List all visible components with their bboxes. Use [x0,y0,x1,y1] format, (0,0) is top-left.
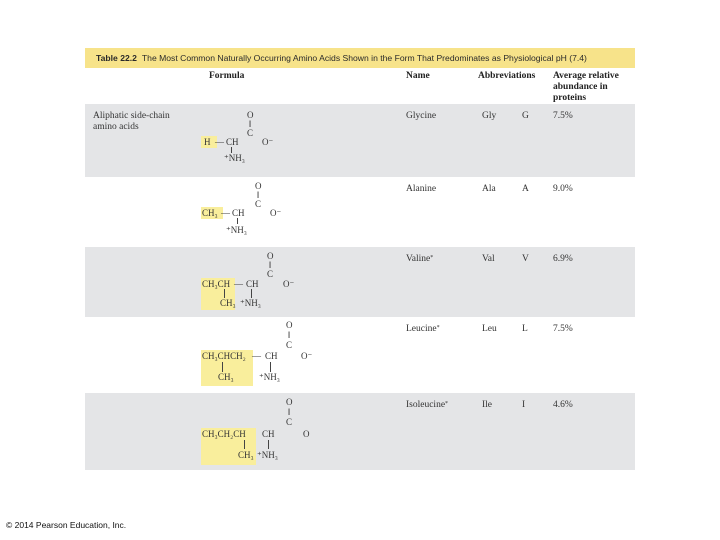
table-title-bar [85,48,635,68]
formula-bond: — [234,279,243,289]
one-letter-code: I [522,400,526,410]
abundance-value: 4.6% [553,400,573,410]
formula-carbonyl-oxygen: O [286,320,293,330]
formula-branch: CH₃ [218,372,234,382]
abundance-value: 9.0% [553,184,573,194]
formula-double-bond: ‖ [257,190,260,200]
formula-side-chain: CH₃CH [202,279,231,289]
one-letter-code: A [522,184,529,194]
formula-side-chain: CH₃CH₂CH [202,429,246,439]
amino-acid-name [406,111,436,122]
three-letter-code: Val [482,254,495,264]
name-text: Valine [406,254,431,264]
three-letter-code: Leu [482,324,497,334]
three-letter-code: Ala [482,184,496,194]
formula-carboxylate-oxygen: O⁻ [262,137,274,147]
essential-marker: * [436,325,440,331]
formula-amino-group: ⁺NH₃ [259,372,280,382]
bond-line [222,362,223,372]
bond-line [224,289,225,298]
formula-amino-group: ⁺NH₃ [257,450,278,460]
table-caption: The Most Common Naturally Occurring Amino Acids Shown in the Form That Predominates as Physiological pH (7.4) [141,53,587,63]
abundance-value: 7.5% [553,324,573,334]
formula-side-chain: H [204,137,211,147]
table-number: Table 22.2 [96,53,137,63]
formula-carboxyl-carbon: C [267,269,274,279]
name-text: Alanine [406,184,437,194]
category-line1: Aliphatic side-chain [93,111,170,121]
one-letter-code: V [522,254,529,264]
formula-bond: — [252,351,261,361]
formula-side-chain: CH₃ [202,208,218,218]
amino-acid-name [406,324,440,335]
formula-bond: — [215,137,224,147]
formula-carbonyl-oxygen: O [267,251,274,261]
formula-carboxyl-carbon: C [286,340,293,350]
one-letter-code: L [522,324,528,334]
formula-carboxylate-oxygen: O⁻ [283,279,295,289]
bond-line [244,440,245,449]
formula-carboxylate-oxygen: O [303,429,310,439]
formula-carboxylate-oxygen: O⁻ [270,208,282,218]
header-abbreviations: Abbreviations [478,71,536,81]
header-formula: Formula [209,71,245,81]
formula-carboxyl-carbon: C [255,199,262,209]
table-row-leucine [85,317,635,393]
amino-acid-name [406,254,433,265]
amino-acid-name [406,184,436,195]
bond-line [268,440,269,449]
formula-side-chain: CH₃CHCH₂ [202,351,246,361]
three-letter-code: Ile [482,400,493,410]
formula-double-bond: ‖ [288,407,291,417]
formula-bond: — [221,208,230,218]
formula-alpha-carbon: CH [246,279,259,289]
formula-branch: CH₃ [220,298,236,308]
header-abundance-line2: abundance in [553,82,608,92]
table-row-valine [85,247,635,317]
name-text: Isoleucine [406,400,446,410]
table-row-alanine [85,177,635,247]
formula-carbonyl-oxygen: O [247,110,254,120]
formula-alpha-carbon: CH [265,351,278,361]
formula-branch: CH₃ [238,450,254,460]
table-row-glycine [85,104,635,177]
formula-double-bond: ‖ [269,260,272,270]
formula-double-bond: ‖ [249,119,252,129]
bond-line [270,362,271,372]
header-abundance-line3: proteins [553,93,587,103]
abundance-value: 7.5% [553,111,573,121]
amino-acid-name [406,400,448,411]
formula-amino-group: ⁺NH₃ [226,225,247,235]
abundance-value: 6.9% [553,254,573,264]
one-letter-code: G [522,111,529,121]
formula-carbonyl-oxygen: O [255,181,262,191]
essential-marker: * [430,255,434,261]
copyright-notice: © 2014 Pearson Education, Inc. [6,520,127,530]
bond-line [251,289,252,298]
three-letter-code: Gly [482,111,497,121]
name-text: Glycine [406,111,437,121]
amino-acid-table [85,48,635,470]
formula-amino-group: ⁺NH₃ [224,153,245,163]
header-name: Name [406,71,430,81]
bond-line [237,218,238,224]
essential-marker: * [445,401,449,407]
header-abundance-line1: Average relative [553,71,619,81]
table-row-isoleucine [85,393,635,470]
formula-carboxyl-carbon: C [247,128,254,138]
formula-carbonyl-oxygen: O [286,397,293,407]
formula-alpha-carbon: CH [262,429,275,439]
formula-double-bond: ‖ [288,330,291,340]
category-line2: amino acids [93,122,139,132]
category-label [93,111,193,133]
name-text: Leucine [406,324,437,334]
formula-carboxyl-carbon: C [286,417,293,427]
formula-carboxylate-oxygen: O⁻ [301,351,313,361]
formula-amino-group: ⁺NH₃ [240,298,261,308]
formula-alpha-carbon: CH [226,137,239,147]
formula-alpha-carbon: CH [232,208,245,218]
